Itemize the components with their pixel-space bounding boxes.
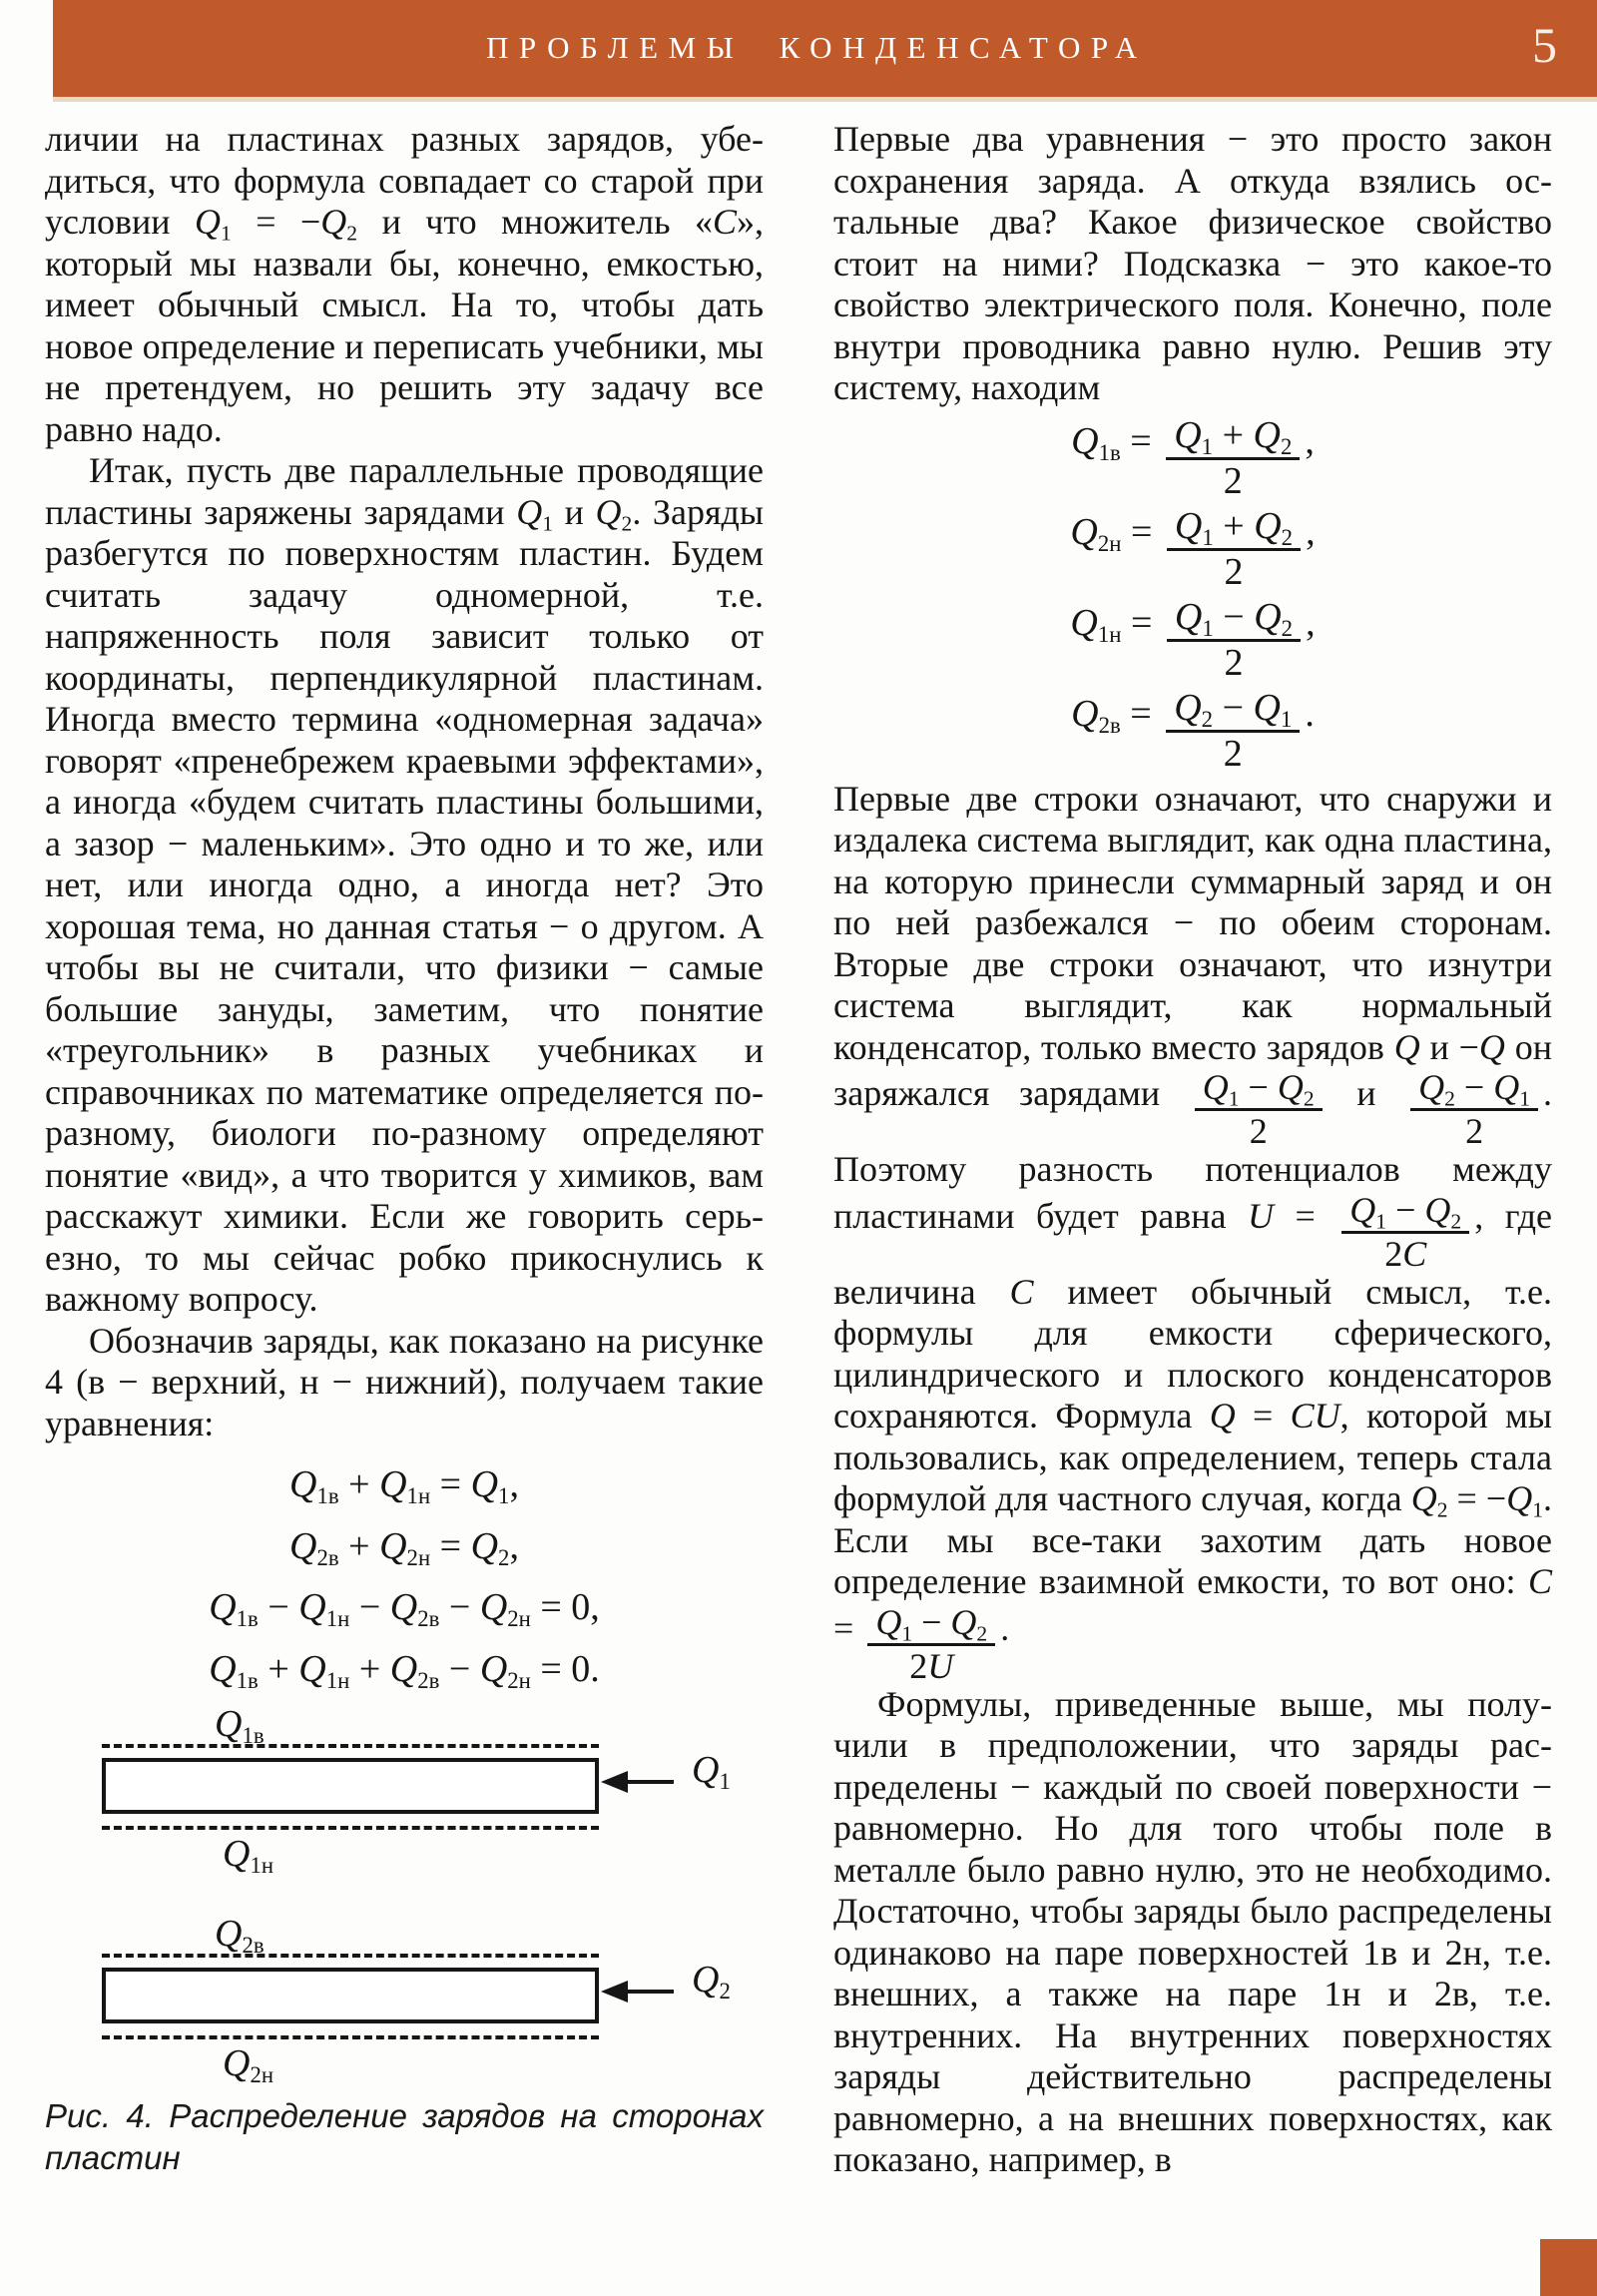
label-q1: $Q_1$ [692, 1749, 731, 1794]
plate-2 [102, 1968, 599, 2023]
arrow-q1 [601, 1771, 674, 1793]
right-column [833, 119, 1552, 2181]
equation-q1v: $Q_{1в}$ = $\frac{Q_1 + Q_2}{2}$ , [1071, 413, 1315, 502]
plate-1 [102, 1758, 599, 1814]
plates-diagram [45, 1703, 764, 2087]
corner-accent [1540, 2239, 1597, 2296]
dashed-line-2v [102, 1954, 599, 1958]
paragraph: Обозначив заряды, как показано на рисунке 4 (в − верхний, н − нижний), получаем такие уравнения: [45, 1320, 764, 1443]
running-head-title: ПРОБЛЕМЫ КОНДЕНСАТОРА [486, 30, 1148, 65]
equation-q2n: $Q_{2н}$ = $\frac{Q_1 + Q_2}{2}$ , [1070, 504, 1316, 593]
paragraph: Первые два уравнения − это просто закон сохранения заряда. А откуда взялись остальные два? Какое физическое свойство стоит на ними? Подсказка − это какое-то свойство электрического поля. Конечно, поле внутри проводника равно нулю. Решив эту систему, находим [833, 119, 1552, 407]
equation-3: $Q_{1в} - Q_{1н} - Q_{2в} - Q_{2н} = 0$, [209, 1586, 600, 1631]
article-body [45, 119, 1552, 2181]
label-q2-top: $Q_{2в}$ [215, 1913, 265, 1958]
label-q1-bottom: $Q_{1н}$ [223, 1833, 274, 1878]
figure-caption: Рис. 4. Распределение зарядов на сторонах пластин [45, 2097, 764, 2176]
dashed-line-2n [102, 2035, 599, 2039]
paragraph-continuation: личии на пластинах разных зарядов, убедиться, что формула совпадает со старой при условии $Q_1 = -Q_2$ и что множитель «C», который мы назвали бы, конечно, емкостью, имеет обычный смысл. На то, чтобы дать новое определение и переписать учебники, мы не претендуем, но решить эту задачу все равно надо. [45, 119, 764, 449]
equation-4: $Q_{1в} + Q_{1н} + Q_{2в} - Q_{2н} = 0$. [209, 1647, 600, 1693]
arrow-shaft [628, 1990, 674, 1994]
label-q2-bottom: $Q_{2н}$ [223, 2042, 274, 2087]
arrowhead-left-icon [601, 1981, 628, 2003]
left-column [45, 119, 764, 2181]
equation-block-solution [833, 415, 1552, 773]
equation-1: $Q_{1в} + Q_{1н} = Q_1$, [289, 1463, 519, 1508]
arrow-shaft [628, 1780, 674, 1784]
dashed-line-1n [102, 1826, 599, 1830]
page-header [53, 0, 1597, 102]
paragraph: Итак, пусть две параллельные проводящие пластины заряжены зарядами $Q_1$ и $Q_2$. Заряды разбегутся по поверхностям пластин. Будем считать задачу одномерной, т.е. напряженность поля зависит только от координаты, перпендикулярной пластинам. Иногда вместо термина «одномерная задача» говорят «пренебрежем краевыми эффектами», а иногда «будем считать пластины большими, а зазор − маленьким». Это одно и то же, или нет, или иногда одно, а иногда нет? Это хорошая тема, но данная статья − о другом. А чтобы вы не считали, что физики − самые большие зануды, заметим, что понятие «треугольник» в разных учебниках и справочниках по математике определяется по-разному, биологи по-разному определяют понятие «вид», а что творится у химиков, вам расскажут химики. Если же говорить серьезно, то мы сейчас робко прикоснулись к важному вопросу. [45, 450, 765, 1319]
page-number: 5 [1532, 17, 1557, 73]
arrow-q2 [601, 1981, 674, 2003]
equation-q2v: $Q_{2в}$ = $\frac{Q_2 - Q_1}{2}$ . [1071, 686, 1315, 775]
equation-q1n: $Q_{1н}$ = $\frac{Q_1 - Q_2}{2}$ , [1070, 595, 1316, 684]
dashed-line-1v [102, 1744, 599, 1748]
equation-block-charges [45, 1463, 764, 1693]
paragraph: Первые две строки означают, что снаружи и издалека система выглядит, как одна пластина, на которую принесли суммарный заряд и он по ней разбежался − по обеим сторонам. Вторые две строки означают, что изнутри система выглядит, как нормальный конденсатор, только вместо зарядов Q и −Q он заряжался зарядами $\frac{Q_1 - Q_2}{2}$ и $\frac{Q_2 - Q_1}{2}$ . Поэтому разность потенциалов между пластинами будет равна U = $\frac{Q_1 - Q_2}{2C}$ , где величина C имеет обычный смысл, т.е. формулы для емкости сферического, цилиндрического и плоского конденсаторов сохраняются. Формула Q = CU, которой мы пользовались, как определением, теперь стала формулой для частного случая, когда $Q_2 = -Q_1$. Если мы все-таки захотим дать новое определение взаимной емкости, то вот оно: C = $\frac{Q_1 - Q_2}{2U}$ . [833, 778, 1553, 1686]
arrowhead-left-icon [601, 1771, 628, 1793]
label-q2: $Q_2$ [692, 1959, 731, 2004]
equation-2: $Q_{2в} + Q_{2н} = Q_2$, [289, 1524, 519, 1570]
label-q1-top: $Q_{1в}$ [215, 1703, 265, 1748]
figure-4 [45, 1703, 764, 2179]
paragraph: Формулы, приведенные выше, мы получили в предположении, что заряды распределены − каждый по своей поверхности − равномерно. Но для того чтобы поле в металле было равно нулю, это не необходимо. Достаточно, чтобы заряды было распределены одинаково на паре поверхностей 1в и 2н, т.е. внешних, а также на паре 1н и 2в, т.е. внутренних. На внутренних поверхностях заряды действительно распределены равномерно, а на внешних поверхностях, как показано, например, в [833, 1683, 1552, 2179]
